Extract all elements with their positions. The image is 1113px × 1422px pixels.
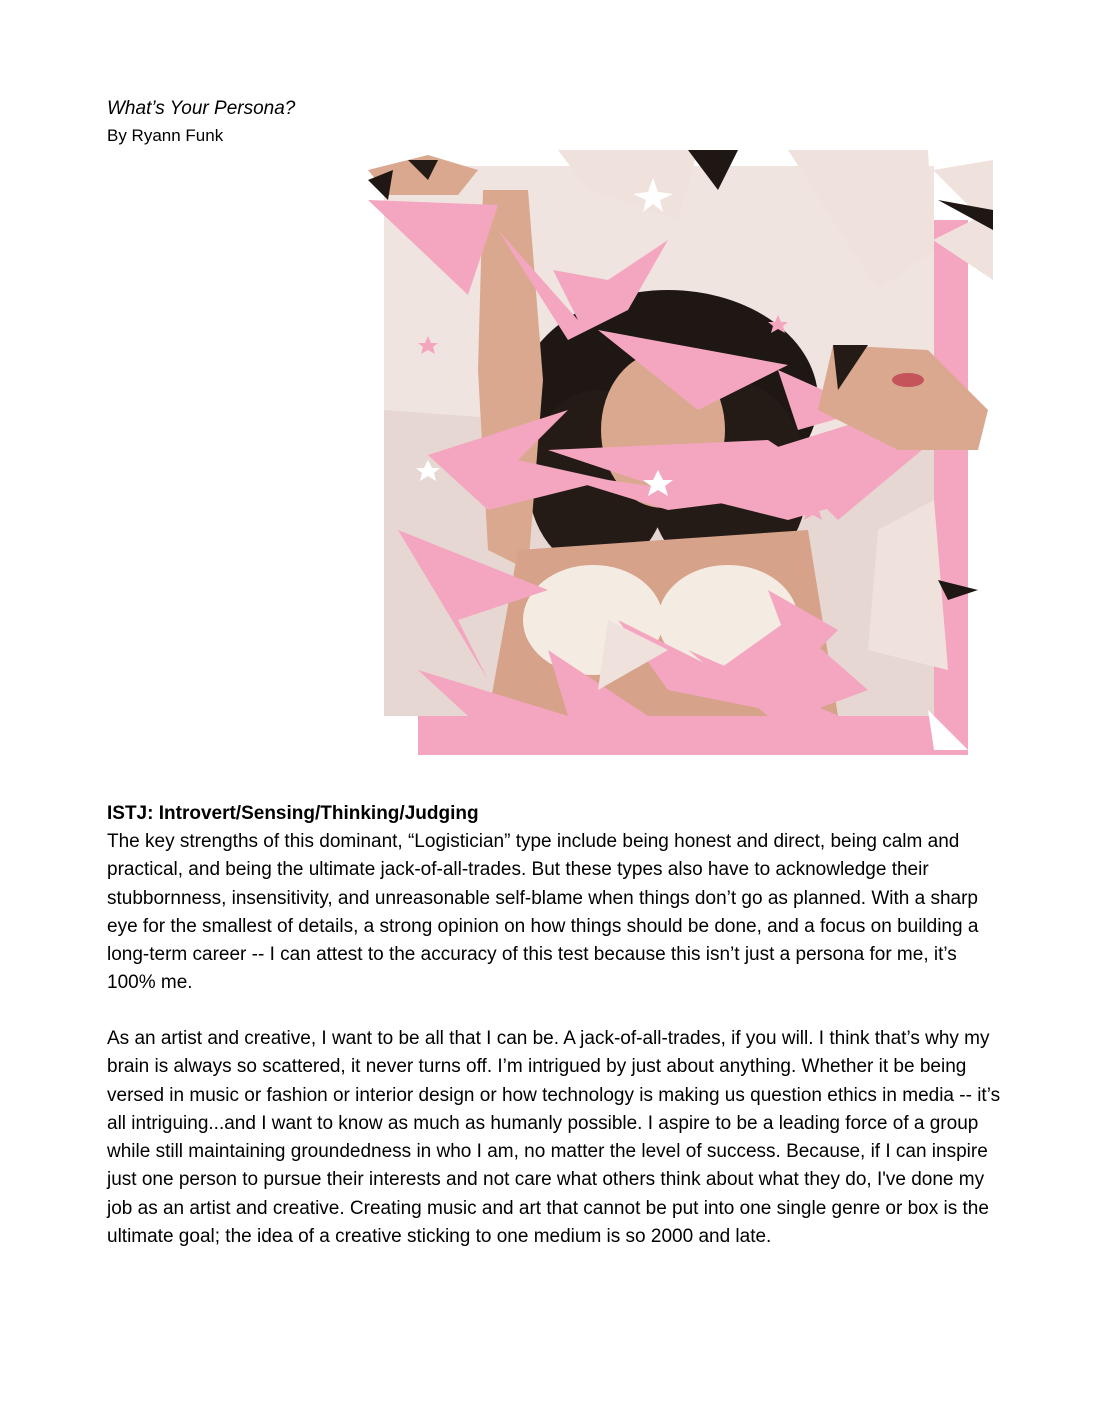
author-byline: By Ryann Funk (107, 126, 224, 145)
paragraph-1: The key strengths of this dominant, “Logistician” type include being honest and direct, being calm and practical, and being the ultimate jack-of-all-trades. But these types also have to acknowledge their stubbornness, insensitivity, and unreasonable self-blame when things don’t go as planned. With a sharp eye for the smallest of details, a strong opinion on how things should be done, and a focus on building a long-term career -- I can attest to the accuracy of this test because this isn’t just a persona for me, it’s 100% me. (107, 831, 979, 994)
collage-image (368, 150, 993, 775)
section-heading: ISTJ: Introvert/Sensing/Thinking/Judging (107, 803, 479, 824)
page-title: What’s Your Persona? (107, 98, 296, 119)
collage-artwork (368, 150, 993, 775)
paragraph-2: As an artist and creative, I want to be all that I can be. A jack-of-all-trades, if you will. I think that’s why my brain is always so scattered, it never turns off. I’m intrigued by just about anything. Whether it be being versed in music or fashion or interior design or how technology is making us question ethics in media -- it’s all intriguing...and I want to know as much as humanly possible. I aspire to be a leading force of a group while still maintaining groundedness in who I am, no matter the level of success. Because, if I can inspire just one person to pursue their interests and not care what others think about what they do, I've done my job as an artist and creative. Creating music and art that cannot be put into one single genre or box is the ultimate goal; the idea of a creative sticking to one medium is so 2000 and late. (107, 1028, 1001, 1248)
